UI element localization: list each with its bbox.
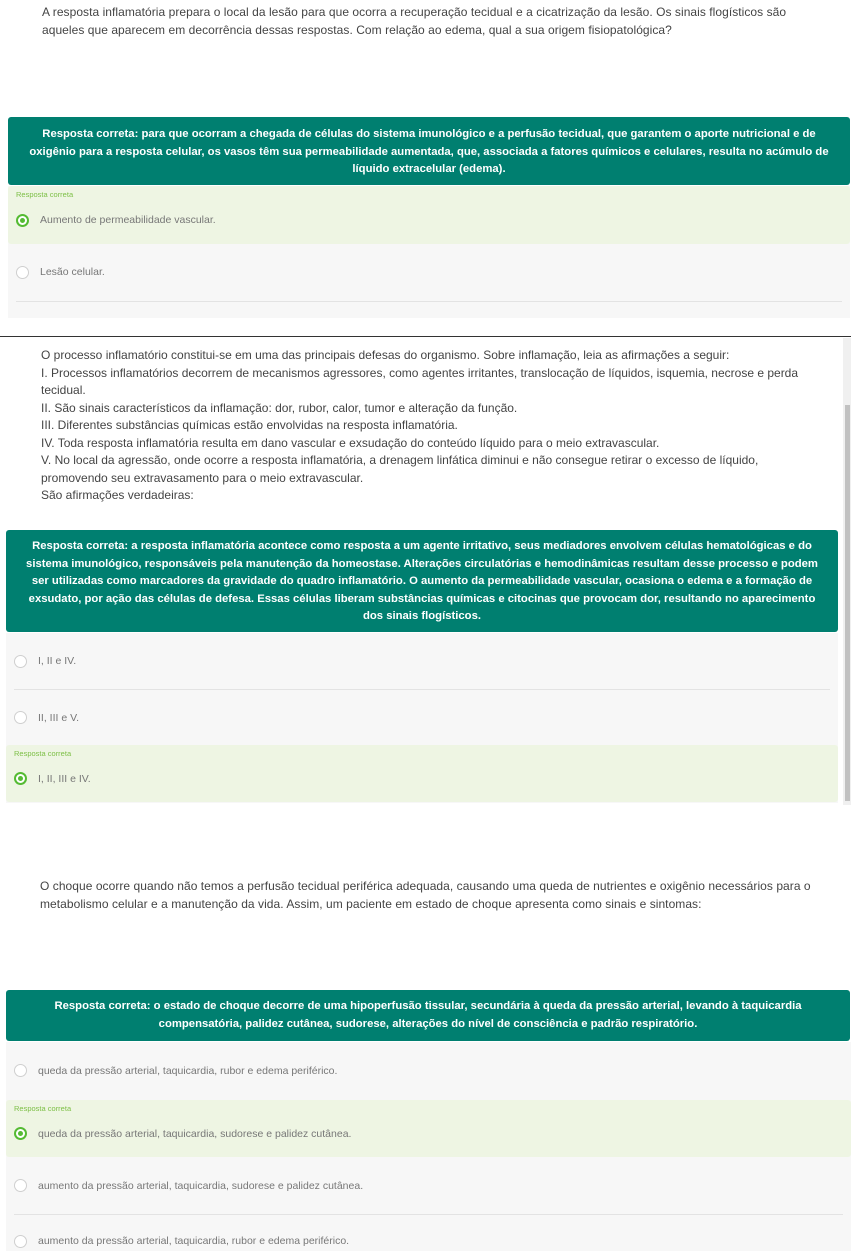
radio-selected-icon[interactable]: [14, 772, 27, 785]
section-separator: [0, 336, 851, 337]
question-1-options: [8, 186, 850, 318]
question-3-feedback: Resposta correta: o estado de choque decorre de uma hipoperfusão tissular, secundária à queda da pressão arterial, levando à taquicardia compensatória, palidez cutânea, sudorese, alterações do nível de consciência e padrão respiratório.: [6, 990, 850, 1041]
option[interactable]: [6, 690, 838, 745]
radio-icon[interactable]: [14, 655, 27, 668]
question-2-line: São afirmações verdadeiras:: [41, 488, 194, 502]
radio-selected-icon[interactable]: [16, 214, 29, 227]
question-2-line: IV. Toda resposta inflamatória resulta em dano vascular e exsudação do conteúdo líquido para o meio extravascular.: [41, 435, 660, 450]
radio-icon[interactable]: [14, 1179, 27, 1192]
question-2-line: O processo inflamatório constitui-se em uma das principais defesas do organismo. Sobre inflamação, leia as afirmações a seguir:: [41, 348, 730, 362]
question-2-line: V. No local da agressão, onde ocorre a resposta inflamatória, a drenagem linfática diminui e não consegue retirar o excesso de líquido, promovendo seu extravasamento para o meio extravascular.: [41, 453, 759, 485]
option[interactable]: [6, 1215, 851, 1251]
correct-answer-tag: Resposta correta: [14, 749, 72, 758]
correct-answer-tag: Resposta correta: [14, 1104, 72, 1113]
question-2-options: [6, 633, 838, 803]
option-label: Lesão celular.: [40, 266, 105, 278]
option[interactable]: [8, 244, 850, 300]
question-2-feedback: Resposta correta: a resposta inflamatória acontece como resposta a um agente irritativo, seus mediadores envolvem células hematológicas e do sistema imunológico, responsáveis pela manutenção da homeostase. Alterações circulatórias e hemodinâmicas resultam desse processo e podem ser utilizadas como marcadores da gravidade do quadro inflamatório. O aumento da permeabilidade vascular, ocasiona o edema e a formação de exsudato, por ação das células de defesa. Essas células liberam substâncias químicas e citocinas que provocam dor, resultando no aparecimento dos sinais flogísticos.: [6, 530, 838, 632]
option-label: aumento da pressão arterial, taquicardia, sudorese e palidez cutânea.: [38, 1179, 364, 1192]
option[interactable]: [6, 633, 838, 689]
radio-icon[interactable]: [14, 1064, 27, 1077]
option-label: II, III e V.: [38, 711, 80, 724]
option-correct[interactable]: [6, 1100, 851, 1157]
radio-icon[interactable]: [14, 711, 27, 724]
question-2-line: I. Processos inflamatórios decorrem de mecanismos agressores, como agentes irritantes, translocação de líquidos, isquemia, necrose e perda tecidual.: [41, 365, 799, 397]
option-label: aumento da pressão arterial, taquicardia, rubor e edema periférico.: [38, 1235, 350, 1247]
question-1-text: A resposta inflamatória prepara o local da lesão para que ocorra a recuperação tecidual e a cicatrização da lesão. Os sinais flogísticos são aqueles que aparecem em decorrência dessas respostas. Com relação ao edema, qual a sua origem fisiopatológica?: [42, 5, 787, 37]
question-3-options: [6, 1042, 851, 1251]
correct-answer-tag: Resposta correta: [16, 190, 74, 199]
option-correct[interactable]: [8, 186, 850, 244]
option[interactable]: [6, 1042, 851, 1099]
radio-selected-icon[interactable]: [14, 1127, 27, 1140]
option-label: I, II, III e IV.: [38, 772, 91, 785]
scrollbar-thumb[interactable]: [845, 405, 850, 801]
question-2-line: III. Diferentes substâncias químicas estão envolvidas na resposta inflamatória.: [41, 418, 458, 432]
option-label: queda da pressão arterial, taquicardia, sudorese e palidez cutânea.: [38, 1127, 352, 1140]
option[interactable]: [6, 1157, 851, 1214]
option-label: queda da pressão arterial, taquicardia, rubor e edema periférico.: [38, 1064, 338, 1077]
option-label: Aumento de permeabilidade vascular.: [40, 214, 216, 226]
radio-icon[interactable]: [16, 266, 29, 279]
question-3-text: O choque ocorre quando não temos a perfusão tecidual periférica adequada, causando uma queda de nutrientes e oxigênio necessários para o metabolismo celular e a manutenção da vida. Assim, um paciente em estado de choque apresenta como sinais e sintomas:: [40, 879, 811, 911]
question-1-feedback: Resposta correta: para que ocorram a chegada de células do sistema imunológico e a perfusão tecidual, que garantem o aporte nutricional e de oxigênio para a resposta celular, os vasos têm sua permeabilidade aumentada, que, associada a fatores químicos e celulares, resulta no acúmulo de líquido extracelular (edema).: [8, 117, 850, 185]
option-label: I, II e IV.: [38, 655, 77, 667]
question-2-text: [41, 347, 816, 505]
radio-icon[interactable]: [14, 1235, 27, 1248]
divider: [16, 301, 842, 302]
option-correct[interactable]: [6, 745, 838, 802]
question-2-line: II. São sinais característicos da inflamação: dor, rubor, calor, tumor e alteração da função.: [41, 400, 518, 415]
